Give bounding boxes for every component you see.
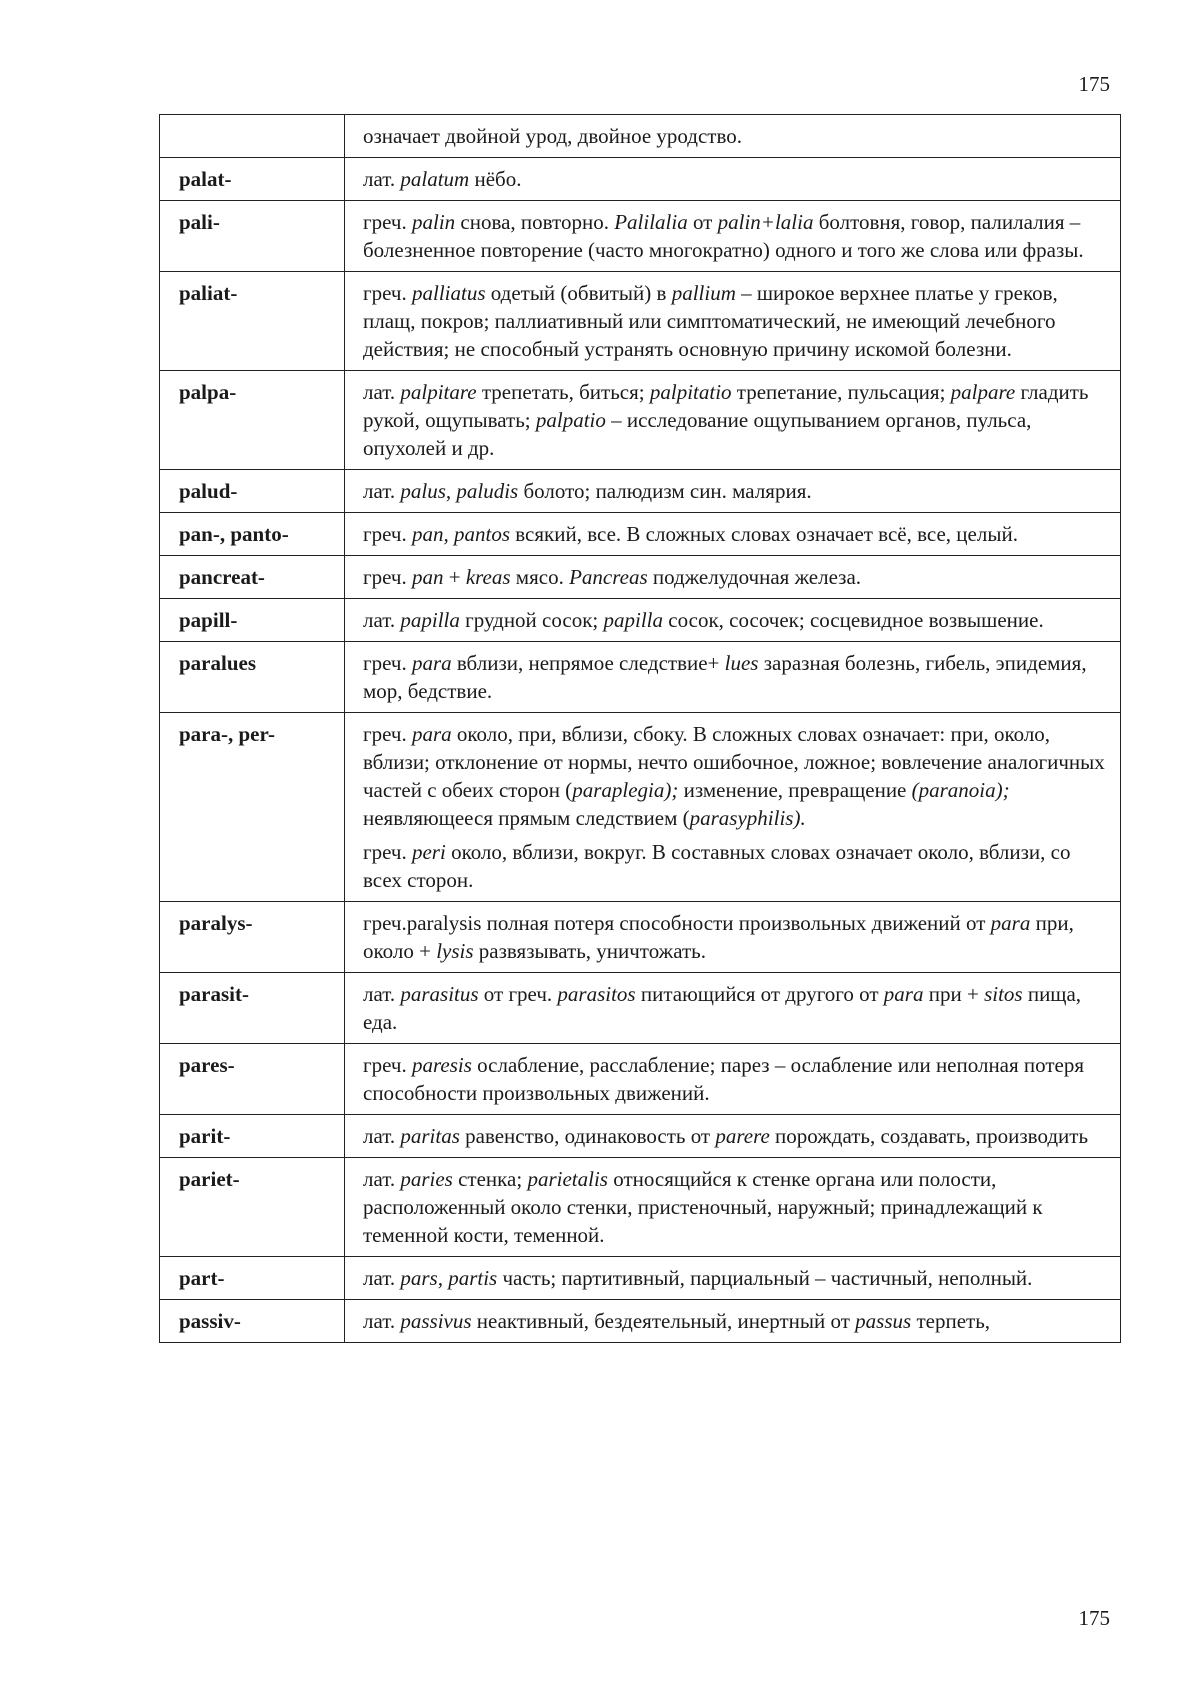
definition-text: лат. <box>363 982 401 1006</box>
definition-cell <box>345 1044 1121 1115</box>
definition-paragraph <box>363 1051 1108 1107</box>
definition-text: мясо. <box>510 565 570 589</box>
italic-term: palpare <box>950 380 1016 404</box>
definition-text: питающийся от другого от <box>635 982 884 1006</box>
italic-term: palpitare <box>400 380 477 404</box>
table-row <box>160 642 1121 713</box>
italic-term: papilla <box>400 608 460 632</box>
definition-paragraph <box>363 208 1108 264</box>
italic-term: para <box>883 982 924 1006</box>
italic-term: lysis <box>436 939 474 963</box>
definition-text: сосок, сосочек; сосцевидное возвышение. <box>663 608 1044 632</box>
table-row <box>160 1044 1121 1115</box>
italic-term: paraplegia); <box>572 778 679 802</box>
definition-text: лат. <box>363 1266 401 1290</box>
italic-term: parietalis <box>527 1167 608 1191</box>
table-row <box>160 371 1121 470</box>
table-row <box>160 713 1121 902</box>
table-row <box>160 902 1121 973</box>
definition-cell <box>345 713 1121 902</box>
term-cell: para-, per- <box>160 713 345 902</box>
definition-text: – широкое верхнее платье у греков, плащ, покров; паллиативный или симптоматический, не имеющий лечебного действия; не способный устранять основную причину искомой болезни. <box>363 281 1058 361</box>
definition-cell <box>345 272 1121 371</box>
table-row <box>160 513 1121 556</box>
definition-text: одетый (обвитый) в <box>485 281 672 305</box>
definition-text: греч. <box>363 565 412 589</box>
definition-paragraph <box>363 477 1108 505</box>
definition-cell <box>345 371 1121 470</box>
table-row <box>160 1300 1121 1343</box>
definition-text: при, около + <box>363 911 1074 963</box>
term-cell: pancreat- <box>160 556 345 599</box>
definition-paragraph <box>363 520 1108 548</box>
definition-cell <box>345 470 1121 513</box>
italic-term: parasyphilis). <box>689 806 806 830</box>
definition-cell <box>345 902 1121 973</box>
definition-text: болтовня, говор, палилалия – болезненное повторение (часто многократно) одного и того же слова или фразы. <box>363 210 1084 262</box>
term-cell: pares- <box>160 1044 345 1115</box>
italic-term: pan <box>411 565 444 589</box>
definition-text: греч. <box>363 522 412 546</box>
italic-term: lues <box>724 651 759 675</box>
definition-text: от <box>687 210 718 234</box>
definition-text: лат. <box>363 1309 401 1333</box>
definition-text: лат. <box>363 608 401 632</box>
definition-text: нёбо. <box>469 167 522 191</box>
definition-paragraph <box>363 1264 1108 1292</box>
definition-cell <box>345 201 1121 272</box>
definition-text: лат. <box>363 479 401 503</box>
definition-cell <box>345 556 1121 599</box>
definition-text: неактивный, бездеятельный, инертный от <box>471 1309 856 1333</box>
definition-cell <box>345 513 1121 556</box>
italic-term: sitos <box>984 982 1023 1006</box>
term-cell: palpa- <box>160 371 345 470</box>
table-row <box>160 1158 1121 1257</box>
definition-text: греч. <box>363 840 412 864</box>
italic-term: papilla <box>603 608 664 632</box>
definition-text: вблизи, непрямое следствие+ <box>451 651 725 675</box>
italic-term: para <box>411 651 452 675</box>
definition-text: часть; партитивный, парциальный – частичный, неполный. <box>497 1266 1033 1290</box>
term-cell: parit- <box>160 1115 345 1158</box>
definition-paragraph <box>363 720 1108 832</box>
definition-text: лат. <box>363 1124 401 1148</box>
definition-cell <box>345 599 1121 642</box>
term-cell <box>160 115 345 158</box>
definition-text: греч.paralysis полная потеря способности произвольных движений от <box>363 911 991 935</box>
italic-term: palliatus <box>411 281 486 305</box>
definition-text: болото; палюдизм син. малярия. <box>518 479 812 503</box>
definition-text: снова, повторно. <box>455 210 615 234</box>
definition-text: пища, еда. <box>363 982 1082 1034</box>
definition-text: лат. <box>363 167 401 191</box>
table-row <box>160 973 1121 1044</box>
italic-term: paries <box>400 1167 453 1191</box>
definition-text: около, вблизи, вокруг. В составных словах означает около, вблизи, со всех сторон. <box>363 840 1071 892</box>
term-cell: pariet- <box>160 1158 345 1257</box>
italic-term: peri <box>411 840 446 864</box>
definition-cell <box>345 1158 1121 1257</box>
definition-text: равенство, одинаковость от <box>459 1124 716 1148</box>
definition-text: относящийся к стенке органа или полости, расположенный около стенки, пристеночный, наружный; принадлежащий к теменной кости, теменной. <box>363 1167 1043 1247</box>
definition-text: от греч. <box>478 982 558 1006</box>
term-cell: paliat- <box>160 272 345 371</box>
italic-term: palatum <box>400 167 470 191</box>
definition-text: заразная болезнь, гибель, эпидемия, мор, бедствие. <box>363 651 1087 703</box>
italic-term: palin <box>411 210 456 234</box>
definition-cell <box>345 158 1121 201</box>
term-cell: palat- <box>160 158 345 201</box>
definition-cell <box>345 642 1121 713</box>
definition-text: порождать, создавать, производить <box>769 1124 1089 1148</box>
definition-text: греч. <box>363 210 412 234</box>
term-cell: palud- <box>160 470 345 513</box>
table-row <box>160 556 1121 599</box>
definition-text: означает двойной урод, двойное уродство. <box>363 124 743 148</box>
definition-paragraph <box>363 1165 1108 1249</box>
definition-paragraph <box>363 1122 1108 1150</box>
italic-term: (paranoia); <box>911 778 1010 802</box>
italic-term: parasitus <box>400 982 479 1006</box>
table-row <box>160 115 1121 158</box>
page-number-top: 175 <box>1078 72 1110 96</box>
definition-text: – исследование ощупыванием органов, пульса, опухолей и др. <box>363 408 1032 460</box>
italic-term: paresis <box>411 1053 472 1077</box>
definition-paragraph <box>363 563 1108 591</box>
definition-paragraph <box>363 279 1108 363</box>
term-cell: passiv- <box>160 1300 345 1343</box>
italic-term: passus <box>855 1309 912 1333</box>
definition-paragraph <box>363 909 1108 965</box>
definition-cell <box>345 973 1121 1044</box>
page-number-bottom: 175 <box>1078 1606 1110 1630</box>
italic-term: parasitos <box>557 982 636 1006</box>
definition-cell <box>345 1115 1121 1158</box>
italic-term: palpitatio <box>649 380 732 404</box>
definition-text: стенка; <box>452 1167 528 1191</box>
definition-text: около, при, вблизи, сбоку. В сложных словах означает: при, около, вблизи; отклонение от нормы, нечто ошибочное, ложное; вовлечение аналогичных частей с обеих сторон ( <box>363 722 1105 802</box>
dictionary-table <box>159 114 1121 1343</box>
italic-term: kreas <box>465 565 511 589</box>
definition-text: неявляющееся прямым следствием ( <box>363 806 690 830</box>
table-row <box>160 1257 1121 1300</box>
definition-paragraph <box>363 606 1108 634</box>
definition-text: греч. <box>363 281 412 305</box>
term-cell: pali- <box>160 201 345 272</box>
definition-paragraph <box>363 378 1108 462</box>
definition-text: изменение, превращение <box>678 778 912 802</box>
definition-paragraph <box>363 122 1108 150</box>
term-cell: parasit- <box>160 973 345 1044</box>
definition-paragraph <box>363 649 1108 705</box>
definition-text: греч. <box>363 1053 412 1077</box>
italic-term: pars, partis <box>400 1266 498 1290</box>
definition-cell <box>345 1257 1121 1300</box>
definition-paragraph <box>363 1307 1108 1335</box>
italic-term: pan, pantos <box>411 522 510 546</box>
definition-paragraph <box>363 980 1108 1036</box>
italic-term: para <box>411 722 452 746</box>
italic-term: palpatio <box>535 408 606 432</box>
definition-text: трепетать, биться; <box>476 380 650 404</box>
table-row <box>160 1115 1121 1158</box>
definition-text: грудной сосок; <box>459 608 604 632</box>
table-row <box>160 599 1121 642</box>
definition-paragraph <box>363 838 1108 894</box>
table-row <box>160 158 1121 201</box>
definition-text: лат. <box>363 1167 401 1191</box>
definition-text: ослабление, расслабление; парез – ослабление или неполная потеря способности произвольных движений. <box>363 1053 1085 1105</box>
term-cell: papill- <box>160 599 345 642</box>
definition-paragraph <box>363 165 1108 193</box>
definition-text: поджелудочная железа. <box>647 565 862 589</box>
definition-text: греч. <box>363 651 412 675</box>
definition-text: греч. <box>363 722 412 746</box>
definition-text: лат. <box>363 380 401 404</box>
table-row <box>160 470 1121 513</box>
italic-term: paritas <box>400 1124 460 1148</box>
term-cell: part- <box>160 1257 345 1300</box>
definition-text: + <box>443 565 466 589</box>
italic-term: Palilalia <box>614 210 688 234</box>
definition-cell <box>345 1300 1121 1343</box>
table-row <box>160 201 1121 272</box>
italic-term: parere <box>715 1124 770 1148</box>
italic-term: para <box>990 911 1031 935</box>
italic-term: passivus <box>400 1309 472 1333</box>
term-cell: paralys- <box>160 902 345 973</box>
definition-text: гладить рукой, ощупывать; <box>363 380 1089 432</box>
definition-text: терпеть, <box>911 1309 991 1333</box>
italic-term: palin+lalia <box>717 210 814 234</box>
dictionary-table-body <box>160 115 1121 1343</box>
italic-term: palus, paludis <box>400 479 519 503</box>
term-cell: pan-, panto- <box>160 513 345 556</box>
definition-text: всякий, все. В сложных словах означает всё, все, целый. <box>510 522 1018 546</box>
definition-cell <box>345 115 1121 158</box>
term-cell: paralues <box>160 642 345 713</box>
definition-text: развязывать, уничтожать. <box>473 939 706 963</box>
italic-term: pallium <box>671 281 736 305</box>
definition-text: при + <box>923 982 985 1006</box>
italic-term: Pancreas <box>569 565 648 589</box>
definition-text: трепетание, пульсация; <box>731 380 951 404</box>
table-row <box>160 272 1121 371</box>
